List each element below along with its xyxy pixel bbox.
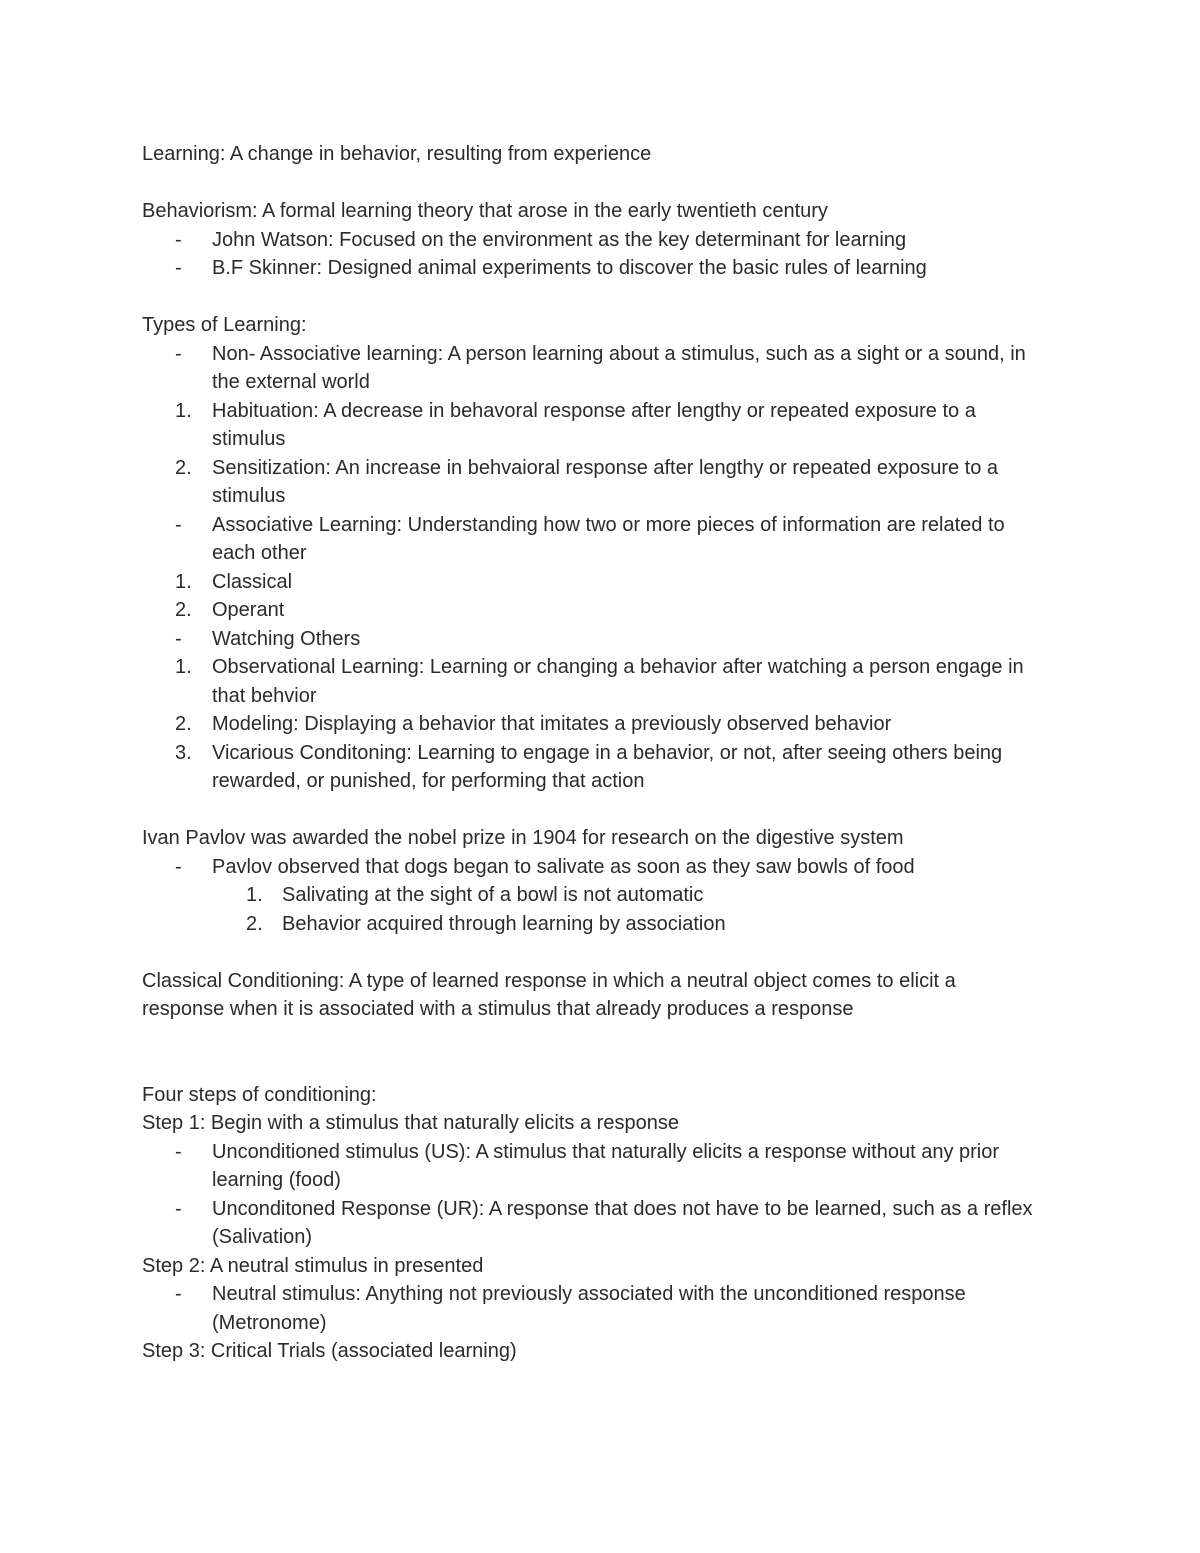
list-item-text: Modeling: Displaying a behavior that imitates a previously observed behavior xyxy=(212,713,892,735)
list-item-text: Unconditoned Response (UR): A response that does not have to be learned, such as a reflex (Salivation) xyxy=(212,1197,1033,1248)
list-marker: 2. xyxy=(175,456,192,479)
list-item-text: Pavlov observed that dogs began to salivate as soon as they saw bowls of food xyxy=(212,855,915,878)
behaviorism-heading: Behaviorism: A formal learning theory that arose in the early twentieth century xyxy=(142,200,828,222)
list-item xyxy=(142,1138,1062,1195)
list-item-text: Classical xyxy=(212,570,293,593)
list-item xyxy=(142,596,1062,625)
list-item xyxy=(142,739,1062,796)
list-marker: 1. xyxy=(175,570,192,593)
list-item xyxy=(142,653,1062,710)
list-item xyxy=(142,254,1062,283)
list-marker: - xyxy=(175,627,182,650)
list-marker: - xyxy=(175,1197,182,1220)
list-item xyxy=(142,853,1062,882)
list-item-text: B.F Skinner: Designed animal experiments to discover the basic rules of learning xyxy=(212,257,927,279)
list-item xyxy=(142,568,1062,597)
list-marker: - xyxy=(175,342,182,365)
list-item-text: Operant xyxy=(212,599,285,621)
list-item xyxy=(142,1195,1062,1252)
spacer xyxy=(142,938,1062,967)
list-marker: - xyxy=(175,1140,182,1163)
list-item-text: Salivating at the sight of a bowl is not automatic xyxy=(282,884,704,906)
list-item-text: Sensitization: An increase in behvaioral response after lengthy or repeated exposure to a stimulus xyxy=(212,456,999,507)
list-marker: - xyxy=(175,1283,182,1305)
list-item-text: Vicarious Conditoning: Learning to engage in a behavior, or not, after seeing others being rewarded, or punished, for performing that action xyxy=(212,741,1003,792)
learning-definition: Learning: A change in behavior, resulting from experience xyxy=(142,143,652,165)
steps-heading: Four steps of conditioning: xyxy=(142,1083,377,1106)
list-item xyxy=(142,710,1062,739)
list-item xyxy=(142,1280,1062,1337)
list-item xyxy=(142,454,1062,511)
list-item-text: John Watson: Focused on the environment as the key determinant for learning xyxy=(212,228,907,251)
list-marker: 2. xyxy=(246,912,263,935)
spacer xyxy=(142,283,1062,312)
types-heading: Types of Learning: xyxy=(142,314,307,336)
list-marker: 3. xyxy=(175,741,192,764)
spacer xyxy=(142,796,1062,825)
list-marker: - xyxy=(175,513,182,536)
list-item xyxy=(142,340,1062,397)
list-marker: 2. xyxy=(175,713,192,735)
list-item xyxy=(142,511,1062,568)
list-item xyxy=(142,910,1062,939)
list-item-text: Habituation: A decrease in behavoral response after lengthy or repeated exposure to a stimulus xyxy=(212,399,976,450)
list-item xyxy=(142,397,1062,454)
list-item-text: Observational Learning: Learning or changing a behavior after watching a person engage in that behvior xyxy=(212,656,1024,707)
list-item-text: Behavior acquired through learning by association xyxy=(282,912,726,935)
document-page xyxy=(142,140,1062,1366)
list-item-text: Non- Associative learning: A person learning about a stimulus, such as a sight or a sound, in the external world xyxy=(212,342,1026,393)
step-3-heading: Step 3: Critical Trials (associated learning) xyxy=(142,1340,517,1362)
classical-conditioning-definition: Classical Conditioning: A type of learned response in which a neutral object comes to elicit a response when it is associated with a stimulus that already produces a response xyxy=(142,969,956,1020)
pavlov-heading: Ivan Pavlov was awarded the nobel prize in 1904 for research on the digestive system xyxy=(142,827,904,849)
list-item xyxy=(142,625,1062,654)
list-item-text: Unconditioned stimulus (US): A stimulus that naturally elicits a response without any prior learning (food) xyxy=(212,1140,1000,1191)
list-marker: 2. xyxy=(175,599,192,621)
list-marker: 1. xyxy=(175,656,192,678)
spacer xyxy=(142,1024,1062,1081)
list-marker: 1. xyxy=(175,399,192,422)
list-item-text: Associative Learning: Understanding how two or more pieces of information are related to each other xyxy=(212,513,1005,564)
step-1-heading: Step 1: Begin with a stimulus that naturally elicits a response xyxy=(142,1112,679,1134)
list-marker: 1. xyxy=(246,884,263,906)
list-marker: - xyxy=(175,257,182,279)
list-marker: - xyxy=(175,855,182,878)
list-item xyxy=(142,226,1062,255)
list-marker: - xyxy=(175,228,182,251)
list-item-text: Neutral stimulus: Anything not previously associated with the unconditioned response (Metronome) xyxy=(212,1283,966,1334)
step-2-heading: Step 2: A neutral stimulus in presented xyxy=(142,1254,484,1277)
list-item-text: Watching Others xyxy=(212,627,361,650)
spacer xyxy=(142,169,1062,198)
list-item xyxy=(142,881,1062,910)
